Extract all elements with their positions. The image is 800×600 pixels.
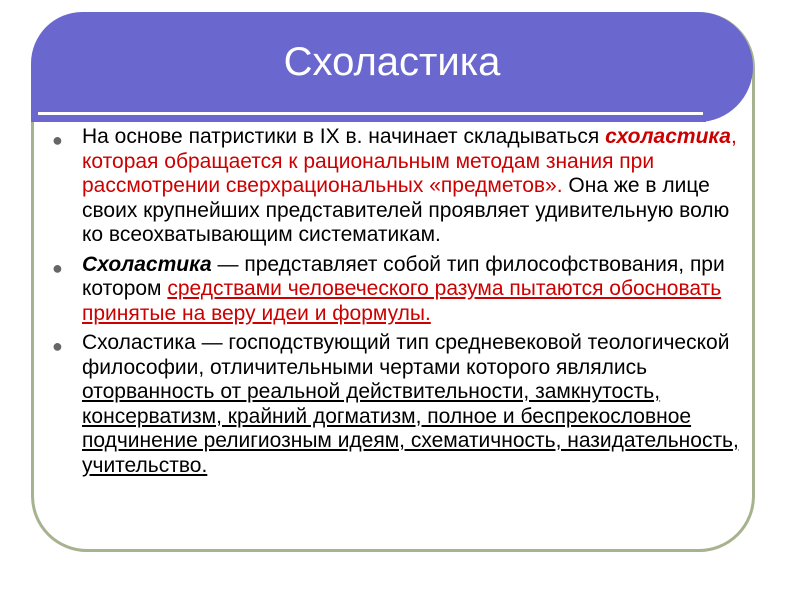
bullet-2-underlined: средствами человеческого разума пытаются обосновать принятые на веру идеи и формулы. bbox=[82, 277, 722, 325]
title-underline bbox=[38, 112, 703, 115]
bullet-dot-icon: ● bbox=[52, 130, 63, 150]
slide-title: Схоластика bbox=[283, 40, 501, 84]
title-bar-base bbox=[31, 108, 706, 122]
bullet-1 bbox=[50, 125, 750, 248]
bullet-dot-icon: ● bbox=[52, 257, 63, 278]
bullet-1-text-b: , которая обращается к рациональным методам знания при рассмотрении сверхрациональных «предметов». bbox=[82, 125, 737, 197]
slide-content bbox=[50, 125, 750, 483]
bullet-3-text-a: Схоластика — господствующий тип средневековой теологической философии, отличительными чертами которого являлись bbox=[82, 331, 730, 379]
bullet-dot-icon: ● bbox=[52, 336, 63, 356]
bullet-2 bbox=[50, 253, 750, 327]
bullet-1-text-a: На основе патристики в IX в. начинает складываться bbox=[82, 125, 606, 148]
bullet-1-term: схоластика bbox=[605, 125, 731, 148]
bullet-2-text-a: — представляет собой тип философствования, при котором bbox=[82, 252, 725, 300]
bullet-3-underlined: оторванность от реальной действительности, замкнутость, консерватизм, крайний догматизм, полное и беспрекословное подчинение религиозным идеям, схематичность, назидательность, учительство. bbox=[82, 380, 739, 477]
bullet-1-text-c: Она же в лице своих крупнейших представителей проявляет удивительную волю ко всеохватывающим систематикам. bbox=[82, 174, 730, 246]
bullet-3 bbox=[50, 331, 750, 478]
bullet-2-term: Схоластика bbox=[82, 252, 212, 276]
